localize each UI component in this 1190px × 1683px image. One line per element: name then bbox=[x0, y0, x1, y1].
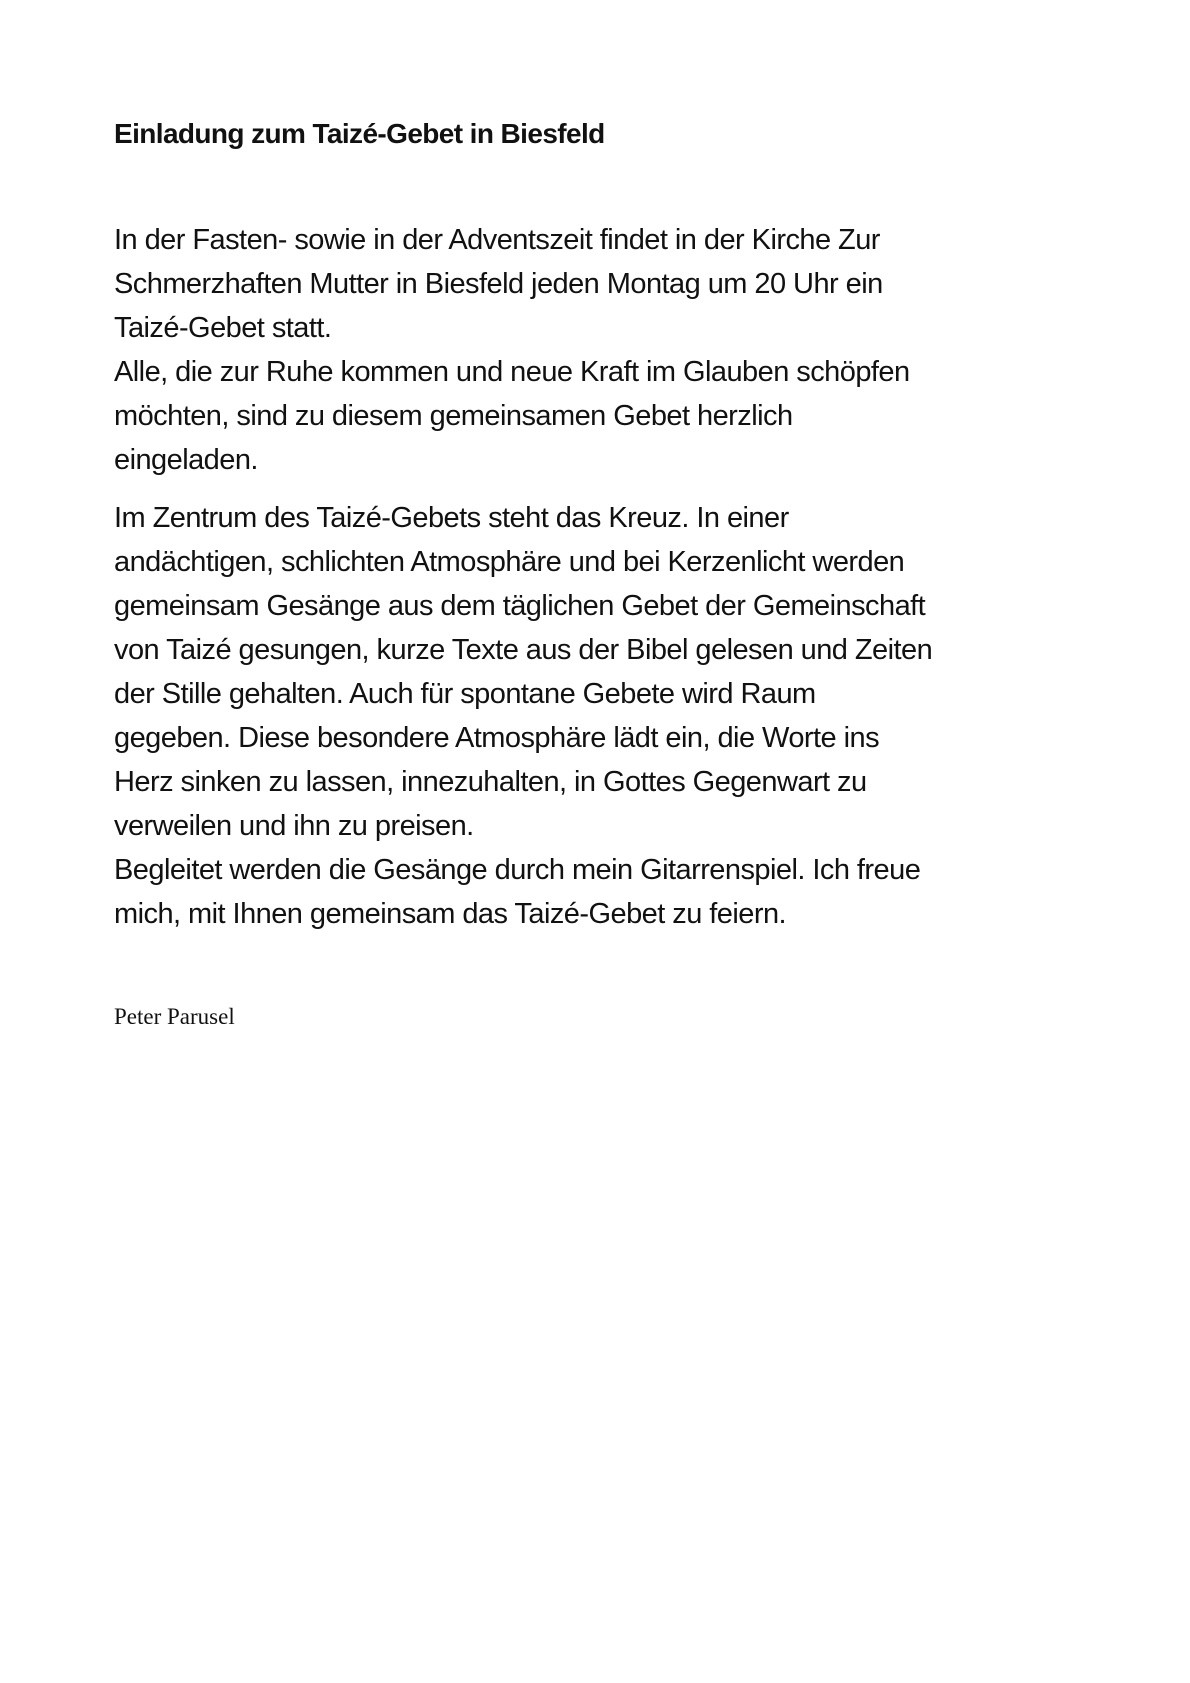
text-line: Schmerzhaften Mutter in Biesfeld jeden Montag um 20 Uhr ein bbox=[114, 268, 883, 300]
text-line: verweilen und ihn zu preisen. bbox=[114, 810, 474, 842]
text-line: Taizé-Gebet statt. bbox=[114, 312, 332, 344]
paragraph-description bbox=[114, 496, 932, 936]
text-line: der Stille gehalten. Auch für spontane Gebete wird Raum bbox=[114, 678, 816, 710]
text-line: Alle, die zur Ruhe kommen und neue Kraft im Glauben schöpfen bbox=[114, 356, 910, 388]
text-line: andächtigen, schlichten Atmosphäre und bei Kerzenlicht werden bbox=[114, 546, 905, 578]
text-line: möchten, sind zu diesem gemeinsamen Gebet herzlich bbox=[114, 400, 793, 432]
text-line: mich, mit Ihnen gemeinsam das Taizé-Gebet zu feiern. bbox=[114, 898, 787, 930]
text-line: gegeben. Diese besondere Atmosphäre lädt ein, die Worte ins bbox=[114, 722, 880, 754]
text-line: In der Fasten- sowie in der Adventszeit findet in der Kirche Zur bbox=[114, 224, 880, 256]
text-line: Im Zentrum des Taizé-Gebets steht das Kreuz. In einer bbox=[114, 502, 789, 534]
text-line: eingeladen. bbox=[114, 444, 258, 476]
text-line: Begleitet werden die Gesänge durch mein Gitarrenspiel. Ich freue bbox=[114, 854, 921, 886]
document-title: Einladung zum Taizé-Gebet in Biesfeld bbox=[114, 118, 605, 149]
text-line: gemeinsam Gesänge aus dem täglichen Gebet der Gemeinschaft bbox=[114, 590, 926, 622]
paragraph-schedule bbox=[114, 218, 910, 482]
signature: Peter Parusel bbox=[114, 1004, 235, 1029]
text-line: von Taizé gesungen, kurze Texte aus der Bibel gelesen und Zeiten bbox=[114, 634, 933, 666]
text-line: Herz sinken zu lassen, innezuhalten, in Gottes Gegenwart zu bbox=[114, 766, 867, 798]
